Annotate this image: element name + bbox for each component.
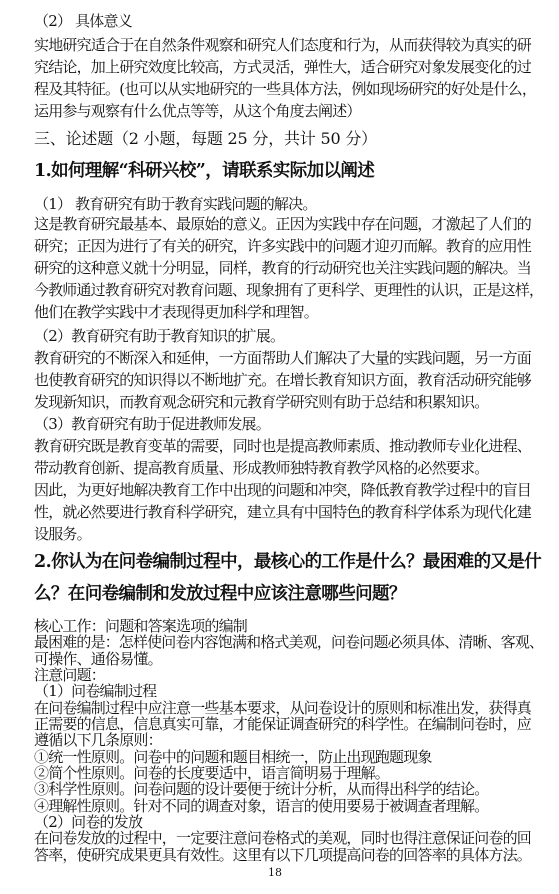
q1-line: 设服务。 <box>34 525 91 543</box>
q1-line: 带动教育创新、提高教育质量、形成教师独特教育教学风格的必然要求。 <box>34 459 489 477</box>
q2-line: 正需要的信息，信息真实可靠，才能保证调查研究的科学性。在编制问卷时，应 <box>34 715 532 733</box>
q1-line: （3）教育研究有助于促进教师发展。 <box>34 415 270 433</box>
q1-line: 教育研究的不断深入和延伸，一方面帮助人们解决了大量的实践问题，另一方面 <box>34 349 532 367</box>
q2-line: 核心工作：问题和答案选项的编制 <box>34 617 248 635</box>
q2-line: 注意问题： <box>34 666 106 684</box>
q2-line: ②简个性原则。问卷的长度要适中，语言简明易于理解。 <box>34 764 390 782</box>
part2-line: 实地研究适合于在自然条件观察和研究人们态度和行为，从而获得较为真实的研 <box>34 36 532 54</box>
q2-line: （2）问卷的发放 <box>34 813 143 831</box>
q2-line: （1）问卷编制过程 <box>34 682 157 701</box>
section3-heading: 三、论述题（2 小题，每题 25 分，共计 50 分） <box>34 129 377 148</box>
q2-line: 在问卷编制过程中应注意一些基本要求，从问卷设计的原则和标准出发，获得真 <box>34 698 532 717</box>
question2-title: 2.你认为在问卷编制过程中，最核心的工作是什么？最困难的又是什 <box>34 552 542 572</box>
q1-line: （1） 教育研究有助于教育实践问题的解决。 <box>34 195 317 213</box>
q2-line: 答率，使研究成果更具有效性。这里有以下几项提高问卷的回答率的具体方法。 <box>34 845 532 864</box>
page-number: 18 <box>268 866 282 879</box>
q1-line: 研究的这种意义就十分明显，同样，教育的行动研究也关注实践问题的解决。当 <box>34 259 532 277</box>
q2-line: ④理解性原则。针对不同的调查对象，语言的使用要易于被调查者理解。 <box>34 796 489 815</box>
q2-line: 遵循以下几条原则： <box>34 731 162 750</box>
part2-title: （2） 具体意义 <box>34 12 132 30</box>
q1-line: 发现新知识，而教育观念研究和元教育学研究则有助于总结和积累知识。 <box>34 393 489 411</box>
question1-title: 1.如何理解“科研兴校”，请联系实际加以阐述 <box>34 161 375 181</box>
q1-line: 研究；正因为进行了有关的研究，许多实践中的问题才迎刃而解。教育的应用性 <box>34 237 532 255</box>
q2-line: ①统一性原则。问卷中的问题和题目相统一，防止出现跑题现象 <box>34 747 432 766</box>
part2-line: 究结论，加上研究效度比较高，方式灵活，弹性大，适合研究对象发展变化的过 <box>34 58 532 76</box>
q2-line: 最困难的是：怎样使问卷内容饱满和格式美观，问卷问题必须具体、清晰、客观、 <box>34 633 544 652</box>
q2-line: 可操作、通俗易懂。 <box>34 649 162 668</box>
q1-line: 因此，为更好地解决教育工作中出现的问题和冲突，降低教育教学过程中的盲目 <box>34 481 532 499</box>
q2-line: ③科学性原则。问卷问题的设计要便于统计分析，从而得出科学的结论。 <box>34 780 489 799</box>
q1-line: 今教师通过教育研究对教育问题、现象拥有了更科学、更理性的认识，正是这样， <box>34 281 544 299</box>
q1-line: 这是教育研究最基本、最原始的意义。正因为实践中存在问题，才激起了人们的 <box>34 215 532 233</box>
q1-line: 他们在教学实践中才表现得更加科学和理智。 <box>34 303 319 321</box>
part2-line: 运用参与观察有什么优点等等，从这个角度去阐述） <box>34 102 361 120</box>
q2-line: 在问卷发放的过程中，一定要注意问卷格式的美观，同时也得注意保证问卷的回 <box>34 829 532 848</box>
q1-line: 性，就必然要进行教育科学研究，建立具有中国特色的教育科学体系为现代化建 <box>34 503 532 521</box>
q1-line: 也使教育研究的知识得以不断地扩充。在增长教育知识方面，教育活动研究能够 <box>34 371 532 389</box>
question2-title: 么？在问卷编制和发放过程中应该注意哪些问题？ <box>34 584 406 604</box>
q1-line: （2）教育研究有助于教育知识的扩展。 <box>34 327 285 345</box>
part2-line: 程及其特征。(也可以从实地研究的一些具体方法，例如现场研究的好处是什么， <box>34 80 537 98</box>
q1-line: 教育研究既是教育变革的需要，同时也是提高教师素质、推动教师专业化进程、 <box>34 437 532 455</box>
